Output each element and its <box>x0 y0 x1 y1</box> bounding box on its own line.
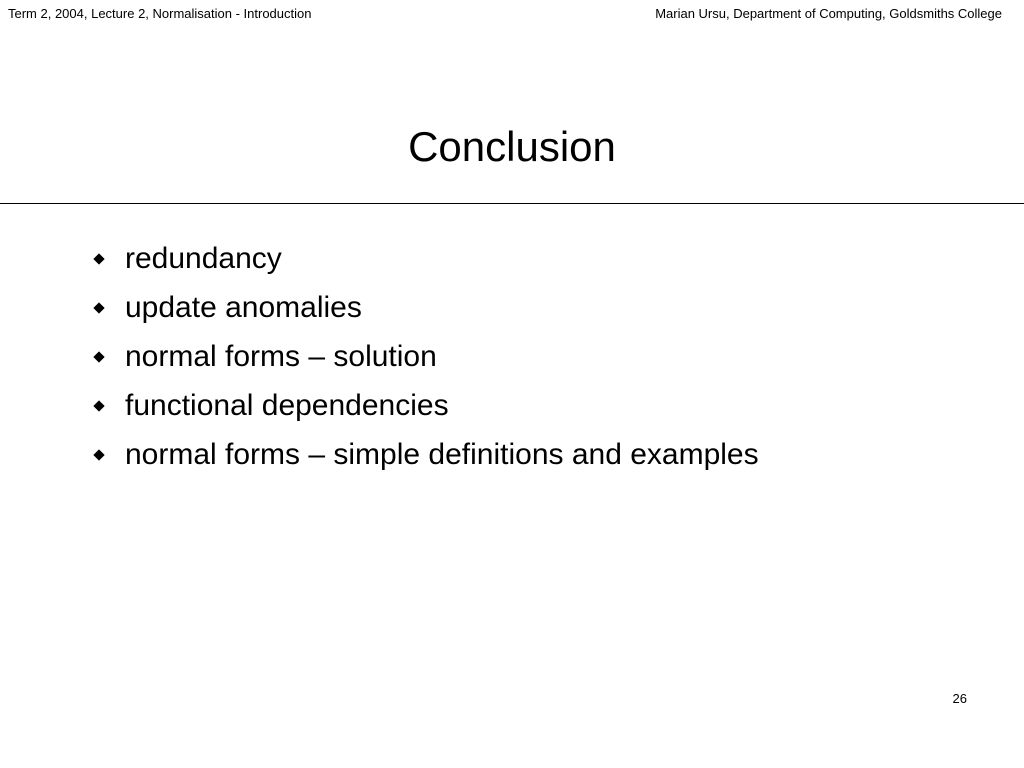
bullet-item <box>92 283 759 332</box>
bullet-text: functional dependencies <box>125 388 449 422</box>
header-course-info: Term 2, 2004, Lecture 2, Normalisation - Introduction <box>8 6 312 21</box>
diamond-icon <box>92 350 106 364</box>
bullet-item <box>92 430 759 479</box>
diamond-icon <box>92 252 106 266</box>
bullet-list <box>92 234 759 479</box>
header-author-info: Marian Ursu, Department of Computing, Goldsmiths College <box>655 6 1002 21</box>
diamond-icon <box>92 448 106 462</box>
bullet-item <box>92 234 759 283</box>
diamond-icon <box>92 301 106 315</box>
bullet-text: update anomalies <box>125 290 362 324</box>
title-divider <box>0 203 1024 204</box>
bullet-text: normal forms – solution <box>125 339 437 373</box>
bullet-item <box>92 381 759 430</box>
bullet-text: normal forms – simple definitions and examples <box>125 437 759 471</box>
diamond-icon <box>92 399 106 413</box>
bullet-item <box>92 332 759 381</box>
page-number: 26 <box>952 691 967 706</box>
slide-title: Conclusion <box>408 123 616 170</box>
bullet-text: redundancy <box>125 241 282 275</box>
